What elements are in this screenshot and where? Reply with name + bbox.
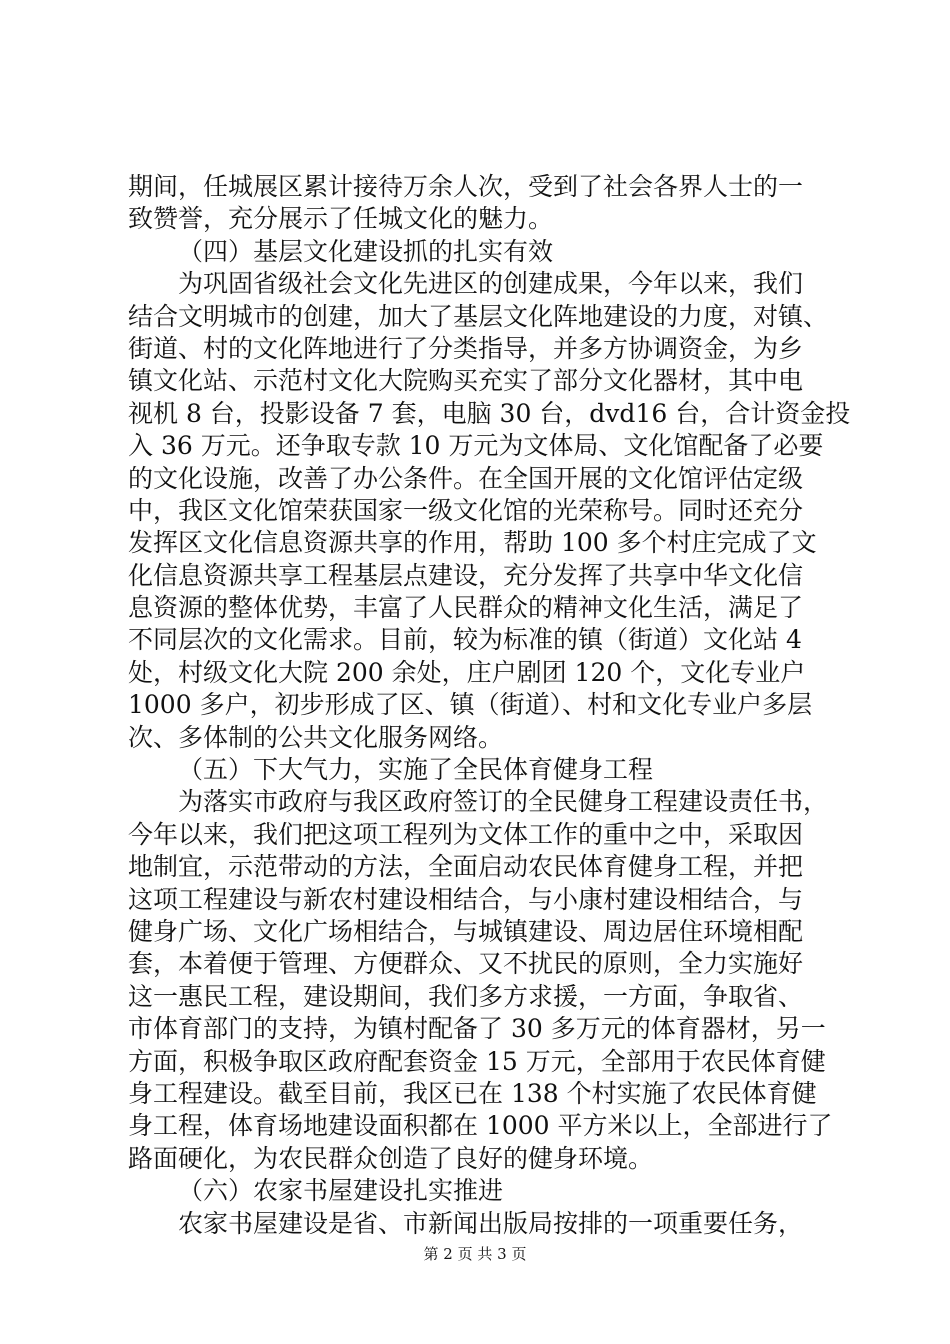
text-line: 化信息资源共享工程基层点建设，充分发挥了共享中华文化信: [128, 560, 804, 590]
text-line: 路面硬化，为农民群众创造了良好的健身环境。: [128, 1143, 654, 1173]
text-line: 中，我区文化馆荣获国家一级文化馆的光荣称号。同时还充分: [128, 495, 804, 525]
text-line: 街道、村的文化阵地进行了分类指导，并多方协调资金，为乡: [128, 333, 804, 363]
text-line: 身工程，体育场地建设面积都在 1000 平方米以上，全部进行了: [128, 1111, 833, 1141]
text-line: 今年以来，我们把这项工程列为文体工作的重中之中，采取因: [128, 819, 804, 849]
section-heading: （五）下大气力，实施了全民体育健身工程: [178, 755, 654, 785]
text-line: 地制宜，示范带动的方法，全面启动农民体育健身工程，并把: [128, 852, 804, 882]
document-body: [128, 171, 851, 1240]
text-line: 息资源的整体优势，丰富了人民群众的精神文化生活，满足了: [128, 593, 804, 623]
text-line: 为巩固省级社会文化先进区的创建成果，今年以来，我们: [178, 269, 804, 299]
text-line: 套，本着便于管理、方便群众、又不扰民的原则，全力实施好: [128, 949, 804, 979]
text-line: 期间，任城展区累计接待万余人次，受到了社会各界人士的一: [128, 172, 804, 201]
text-line: 发挥区文化信息资源共享的作用，帮助 100 多个村庄完成了文: [128, 528, 817, 558]
text-line: 入 36 万元。还争取专款 10 万元为文体局、文化馆配备了必要: [128, 431, 824, 461]
text-line: 处，村级文化大院 200 余处，庄户剧团 120 个，文化专业户: [128, 657, 806, 687]
text-line: 市体育部门的支持，为镇村配备了 30 多万元的体育器材，另一: [128, 1014, 826, 1044]
text-line: 的文化设施，改善了办公条件。在全国开展的文化馆评估定级: [128, 463, 804, 493]
text-line: 健身广场、文化广场相结合，与城镇建设、周边居住环境相配: [128, 916, 804, 946]
text-line: 视机 8 台，投影设备 7 套，电脑 30 台，dvd16 台，合计资金投: [128, 398, 851, 428]
text-line: 致赞誉，充分展示了任城文化的魅力。: [128, 204, 554, 234]
text-line: 身工程建设。截至目前，我区已在 138 个村实施了农民体育健: [128, 1078, 817, 1108]
text-line: 镇文化站、示范村文化大院购买充实了部分文化器材，其中电: [128, 366, 804, 396]
text-line: 这一惠民工程，建设期间，我们多方求援，一方面，争取省、: [128, 981, 804, 1011]
text-line: 农家书屋建设是省、市新闻出版局按排的一项重要任务，: [178, 1208, 804, 1238]
text-line: 方面，积极争取区政府配套资金 15 万元，全部用于农民体育健: [128, 1046, 826, 1076]
section-heading: （六）农家书屋建设扎实推进: [178, 1176, 504, 1206]
text-line: 1000 多户，初步形成了区、镇（街道）、村和文化专业户多层: [128, 690, 813, 720]
text-line: 结合文明城市的创建，加大了基层文化阵地建设的力度，对镇、: [128, 301, 829, 331]
text-line: 次、多体制的公共文化服务网络。: [128, 722, 504, 752]
text-line: 为落实市政府与我区政府签订的全民健身工程建设责任书，: [178, 787, 829, 817]
page-footer: 第 2 页 共 3 页: [423, 1245, 527, 1263]
section-heading: （四）基层文化建设抓的扎实有效: [178, 236, 554, 266]
text-line: 不同层次的文化需求。目前，较为标准的镇（街道）文化站 4: [128, 625, 802, 655]
text-line: 这项工程建设与新农村建设相结合，与小康村建设相结合，与: [128, 884, 804, 914]
